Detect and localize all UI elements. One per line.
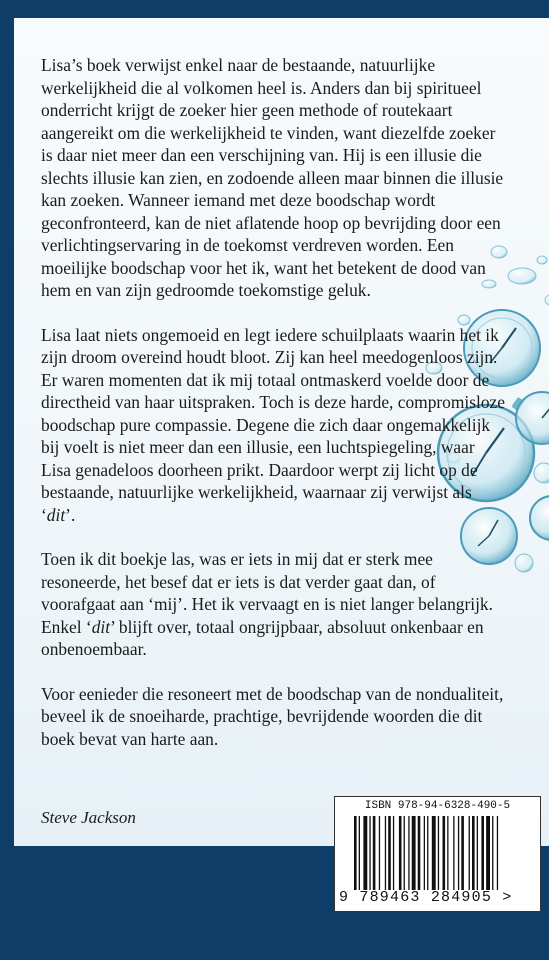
paragraph-3-end: ’ blijft over, totaal ongrijpbaar, absoluut onkenbaar en onbenoembaar.	[41, 616, 484, 659]
paragraph-4: Voor eenieder die resoneert met de boodschap van de nondualiteit, beveel ik de snoeiharde, prachtige, bevrijdende woorden die dit boek bevat van harte aan.	[41, 683, 504, 749]
paragraph-3-text: Toen ik dit boekje las, was er iets in mij dat er sterk mee resoneerde, het besef dat er iets is dat verder gaat dan, of voorafgaat aan ‘mij’. Het ik vervaagt en is niet langer belangrijk. Enkel ‘	[41, 549, 493, 637]
paragraph-2-text: Lisa laat niets ongemoeid en legt iedere schuilplaats waarin het ik zijn droom overeind houdt bloot. Zij kan heel meedogenloos zijn. Er waren momenten dat ik mij totaal ontmaskerd voelde door de directheid van haar uitspraken. Toch is deze harde, compromisloze boodschap pure compassie. Degene die zich daar ongemakkelijk bij voelt is niet meer dan een illusie, een luchtspiegeling, waar Lisa genadeloos doorheen prikt. Daardoor werpt zij licht op de bestaande, natuurlijke werkelijkheid, waarnaar zij verwijst als ‘	[41, 324, 505, 525]
paragraph-2-end: ’.	[65, 504, 76, 525]
isbn-label: ISBN 978-94-6328-490-5	[364, 800, 511, 812]
barcode-bars	[354, 816, 524, 890]
isbn-barcode	[334, 796, 541, 912]
paragraph-2	[41, 324, 505, 527]
paragraph-2-emphasis: dit	[46, 504, 66, 525]
cover-top-border	[0, 0, 549, 18]
author-name: Steve Jackson	[41, 808, 136, 827]
paragraph-3	[41, 548, 505, 661]
paragraph-3-emphasis: dit	[91, 616, 111, 637]
cover-left-border	[0, 0, 14, 960]
back-cover-page	[14, 18, 549, 846]
back-cover-text	[41, 54, 505, 772]
paragraph-1: Lisa’s boek verwijst enkel naar de bestaande, natuurlijke werkelijkheid die al volkomen heel is. Anders dan bij spiritueel onderricht krijgt de zoeker hier geen methode of routekaart aangereikt om die werkelijkheid te vinden, want diezelfde zoeker is daar niet meer dan een verschijning van. Hij is een illusie die slechts illusie kan zien, en zodoende alleen maar binnen die illusie kan zoeken. Wanneer iemand met deze boodschap wordt geconfronteerd, kan de niet aflatende hoop op bevrijding door een verlichtingservaring in de toekomst verdreven worden. Een moeilijke boodschap voor het ik, want het betekent de dood van hem en van zijn gedroomde toekomstige geluk.	[41, 55, 504, 300]
ean-digits: 9 789463 284905 >	[339, 889, 513, 906]
